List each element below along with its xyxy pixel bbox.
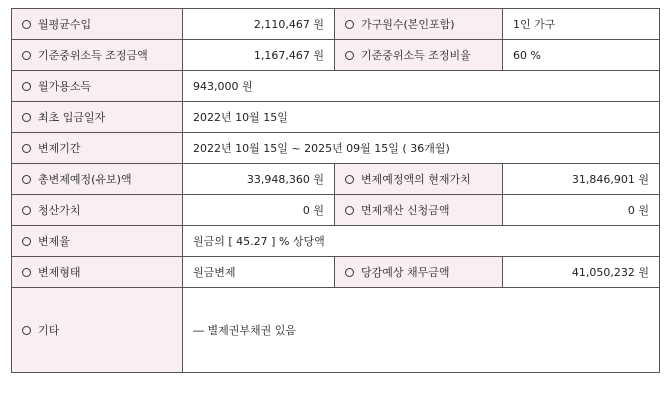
circle-bullet-icon	[22, 113, 31, 122]
field-label	[12, 195, 183, 226]
label-text: 변제율	[38, 235, 70, 248]
circle-bullet-icon	[345, 175, 354, 184]
table-row	[12, 71, 660, 102]
label-text: 월가용소득	[38, 80, 92, 93]
field-label	[335, 195, 503, 226]
field-label	[12, 133, 183, 164]
field-value: 0 원	[503, 195, 660, 226]
circle-bullet-icon	[345, 268, 354, 277]
label-text: 면제재산 신청금액	[361, 204, 450, 217]
label-text: 변제예정액의 현재가치	[361, 173, 471, 186]
field-value: 원금의 [ 45.27 ] % 상당액	[183, 226, 660, 257]
label-text: 가구원수(본인포함)	[361, 18, 455, 31]
field-label	[335, 257, 503, 288]
circle-bullet-icon	[22, 175, 31, 184]
circle-bullet-icon	[345, 20, 354, 29]
label-text: 변제기간	[38, 142, 81, 155]
table-row	[12, 257, 660, 288]
table-row	[12, 133, 660, 164]
label-text: 청산가치	[38, 204, 81, 217]
label-text: 월평균수입	[38, 18, 92, 31]
label-text: 총변제예정(유보)액	[38, 173, 132, 186]
table-row	[12, 288, 660, 373]
field-label	[12, 288, 183, 373]
label-text: 변제형태	[38, 266, 81, 279]
field-label	[12, 40, 183, 71]
circle-bullet-icon	[345, 51, 354, 60]
table-row	[12, 226, 660, 257]
circle-bullet-icon	[22, 326, 31, 335]
field-label	[12, 71, 183, 102]
circle-bullet-icon	[345, 206, 354, 215]
label-text: 기준중위소득 조정금액	[38, 49, 148, 62]
table-row	[12, 195, 660, 226]
field-value: 원금변제	[183, 257, 335, 288]
circle-bullet-icon	[22, 237, 31, 246]
field-value: 2022년 10월 15일	[183, 102, 660, 133]
field-value: 2,110,467 원	[183, 9, 335, 40]
field-label	[335, 40, 503, 71]
circle-bullet-icon	[22, 268, 31, 277]
table-row	[12, 40, 660, 71]
field-label	[12, 257, 183, 288]
field-label	[12, 164, 183, 195]
circle-bullet-icon	[22, 20, 31, 29]
field-value: 1,167,467 원	[183, 40, 335, 71]
table-row	[12, 9, 660, 40]
circle-bullet-icon	[22, 82, 31, 91]
field-label	[12, 226, 183, 257]
field-value: 31,846,901 원	[503, 164, 660, 195]
table-row	[12, 102, 660, 133]
field-label	[335, 164, 503, 195]
circle-bullet-icon	[22, 51, 31, 60]
field-value: 1인 가구	[503, 9, 660, 40]
field-value: 943,000 원	[183, 71, 660, 102]
field-label	[12, 102, 183, 133]
field-label	[335, 9, 503, 40]
label-text: 당감예상 채무금액	[361, 266, 450, 279]
field-value: 33,948,360 원	[183, 164, 335, 195]
field-value: ― 별제권부채권 있음	[183, 288, 660, 373]
repayment-summary-table	[11, 8, 660, 373]
field-value: 60 %	[503, 40, 660, 71]
circle-bullet-icon	[22, 206, 31, 215]
table-row	[12, 164, 660, 195]
circle-bullet-icon	[22, 144, 31, 153]
field-value: 0 원	[183, 195, 335, 226]
field-label	[12, 9, 183, 40]
field-value: 2022년 10월 15일 ~ 2025년 09월 15일 ( 36개월)	[183, 133, 660, 164]
label-text: 최초 입금일자	[38, 111, 106, 124]
label-text: 기타	[38, 324, 60, 337]
field-value: 41,050,232 원	[503, 257, 660, 288]
label-text: 기준중위소득 조정비율	[361, 49, 471, 62]
